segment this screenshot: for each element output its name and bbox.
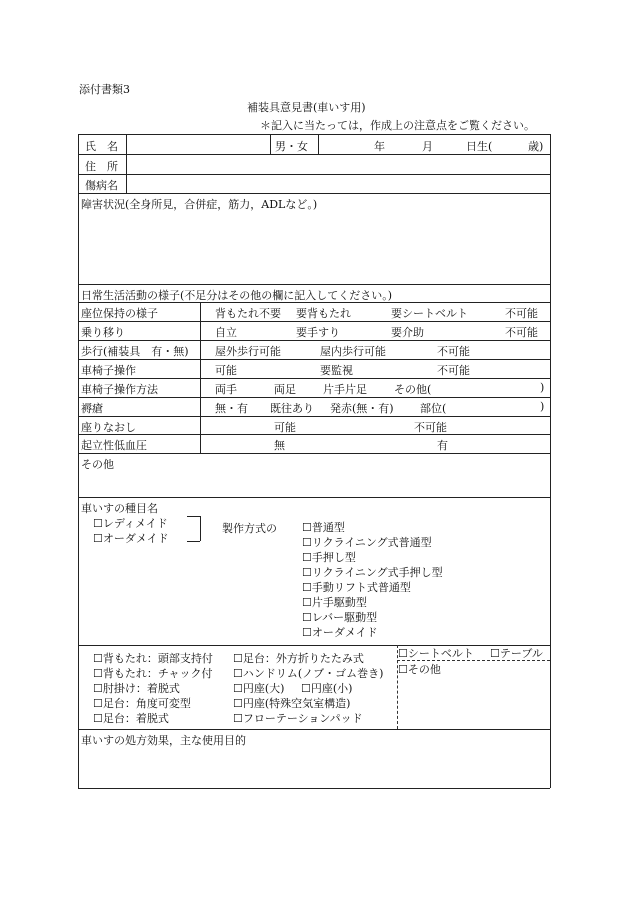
method-checkbox[interactable] xyxy=(302,579,411,595)
option[interactable]: 不可能 xyxy=(414,421,447,434)
name-field[interactable] xyxy=(128,136,268,152)
option-checkbox[interactable] xyxy=(233,695,350,711)
option[interactable]: 可能 xyxy=(274,421,296,434)
method-label-text: 片手駆動型 xyxy=(311,596,367,609)
birth-year-label: 年 xyxy=(374,140,385,153)
seatbelt-checkbox[interactable] xyxy=(398,645,474,661)
option[interactable]: 両足 xyxy=(274,383,296,396)
ready-made-label: レディメイド xyxy=(102,517,168,530)
option[interactable]: 不可能 xyxy=(437,345,470,358)
address-field[interactable] xyxy=(128,156,548,172)
option[interactable]: 要背もたれ xyxy=(296,307,351,320)
notice-text: ＊記入に当たっては，作成上の注意点をご覧ください。 xyxy=(260,119,535,132)
ready-made-checkbox[interactable] xyxy=(93,515,168,531)
daily-other-label: その他 xyxy=(81,458,114,471)
option[interactable]: 有 xyxy=(437,439,448,452)
disability-label: 障害状況(全身所見，合併症，筋力，ADLなど。) xyxy=(81,198,318,211)
birth-month-label: 月 xyxy=(422,140,433,153)
option[interactable]: 不可能 xyxy=(505,326,538,339)
option[interactable]: 部位( xyxy=(420,402,447,415)
option[interactable]: 不可能 xyxy=(505,307,538,320)
method-checkbox[interactable] xyxy=(302,624,378,640)
option[interactable]: 要介助 xyxy=(391,326,424,339)
option-label: 肘掛け：着脱式 xyxy=(102,682,180,695)
method-label-text: オーダメイド xyxy=(311,626,378,639)
method-label-text: 普通型 xyxy=(311,521,345,534)
document-title: 補装具意見書(車いす用) xyxy=(247,101,366,114)
option-label: 背もたれ：チャック付 xyxy=(102,667,213,680)
order-made-checkbox[interactable] xyxy=(93,530,169,546)
row-label: 車椅子操作 xyxy=(81,364,136,377)
option-label: 足台：外方折りたたみ式 xyxy=(242,652,364,665)
method-checkbox[interactable] xyxy=(302,549,356,565)
row-label: 座位保持の様子 xyxy=(81,307,158,320)
method-label-text: リクライニング式手押し型 xyxy=(311,566,443,579)
option-label: テーブル xyxy=(499,647,543,660)
method-checkbox[interactable] xyxy=(302,609,377,625)
row-label: 褥瘡 xyxy=(81,402,103,415)
option[interactable]: 要シートベルト xyxy=(391,307,468,320)
type-heading: 車いすの種目名 xyxy=(81,502,158,515)
option[interactable]: 不可能 xyxy=(437,364,470,377)
option[interactable]: 要監視 xyxy=(320,364,353,377)
option-label: フローテーションパッド xyxy=(242,712,363,725)
row-label: 乗り移り xyxy=(81,326,125,339)
method-checkbox[interactable] xyxy=(302,594,367,610)
option[interactable]: 屋内歩行可能 xyxy=(320,345,386,358)
method-label-text: 手押し型 xyxy=(311,551,356,564)
sex-select[interactable]: 男・女 xyxy=(275,140,308,153)
disease-label: 傷病名 xyxy=(85,179,118,192)
method-label-text: リクライニング式普通型 xyxy=(311,536,432,549)
option-checkbox[interactable] xyxy=(233,710,363,726)
option-label: ハンドリム(ノブ・ゴム巻き) xyxy=(242,667,384,680)
option[interactable]: 片手片足 xyxy=(323,383,367,396)
method-checkbox[interactable] xyxy=(302,519,345,535)
attachment-label: 添付書類3 xyxy=(79,83,130,96)
effects-label: 車いすの処方効果，主な使用目的 xyxy=(81,734,246,747)
row-label: 歩行(補装具 有・無) xyxy=(81,345,189,358)
option[interactable]: 無・有 xyxy=(215,402,248,415)
method-checkbox[interactable] xyxy=(302,534,432,550)
method-label-text: レバー駆動型 xyxy=(311,611,378,624)
option-label: 足台：着脱式 xyxy=(102,712,169,725)
method-label-text: 手動リフト式普通型 xyxy=(311,581,411,594)
option[interactable]: 既往あり xyxy=(270,402,314,415)
close-paren: ) xyxy=(540,381,545,394)
option-label: 背もたれ：頭部支持付 xyxy=(102,652,213,665)
option-label: シートベルト xyxy=(407,647,474,660)
method-checkbox[interactable] xyxy=(302,564,443,580)
address-label: 住 所 xyxy=(85,160,118,173)
age-label: 歳) xyxy=(528,140,544,153)
daily-other-field[interactable] xyxy=(80,472,548,495)
option-checkbox[interactable] xyxy=(233,665,383,681)
daily-heading: 日常生活活動の様子(不足分はその他の欄に記入してください。) xyxy=(81,289,393,302)
birthday-label: 日生( xyxy=(466,140,493,153)
effects-field[interactable] xyxy=(80,748,548,786)
other-option-checkbox[interactable] xyxy=(398,661,441,677)
close-paren: ) xyxy=(540,400,545,413)
option[interactable]: 背もたれ不要 xyxy=(215,307,281,320)
option-checkbox[interactable] xyxy=(93,665,213,681)
option-label: 円座(小) xyxy=(310,682,353,695)
option-label: 円座(大) xyxy=(242,682,285,695)
option-checkbox[interactable] xyxy=(93,680,180,696)
method-label: 製作方式の xyxy=(222,522,277,535)
row-label: 座りなおし xyxy=(81,421,136,434)
option[interactable]: 自立 xyxy=(215,326,237,339)
option[interactable]: 発赤(無・有) xyxy=(330,402,394,415)
option[interactable]: その他( xyxy=(394,383,432,396)
option-checkbox[interactable] xyxy=(93,695,191,711)
row-label: 車椅子操作方法 xyxy=(81,383,158,396)
option[interactable]: 可能 xyxy=(215,364,237,377)
name-label: 氏 名 xyxy=(85,140,118,153)
option-label: その他 xyxy=(407,663,441,676)
option-checkbox[interactable] xyxy=(233,650,364,666)
option-checkbox[interactable] xyxy=(93,710,169,726)
option-checkbox[interactable] xyxy=(301,680,352,696)
table-checkbox[interactable] xyxy=(490,645,543,661)
option-checkbox[interactable] xyxy=(93,650,213,666)
option-label: 円座(特殊空気室構造) xyxy=(242,697,351,710)
order-made-label: オーダメイド xyxy=(102,532,169,545)
option-checkbox[interactable] xyxy=(233,680,284,696)
disease-field[interactable] xyxy=(128,175,548,191)
option[interactable]: 両手 xyxy=(215,383,237,396)
option-label: 足台：角度可変型 xyxy=(102,697,191,710)
option[interactable]: 要手すり xyxy=(296,326,340,339)
disability-field[interactable] xyxy=(80,212,548,282)
option[interactable]: 屋外歩行可能 xyxy=(215,345,281,358)
option[interactable]: 無 xyxy=(274,439,285,452)
row-label: 起立性低血圧 xyxy=(81,439,147,452)
